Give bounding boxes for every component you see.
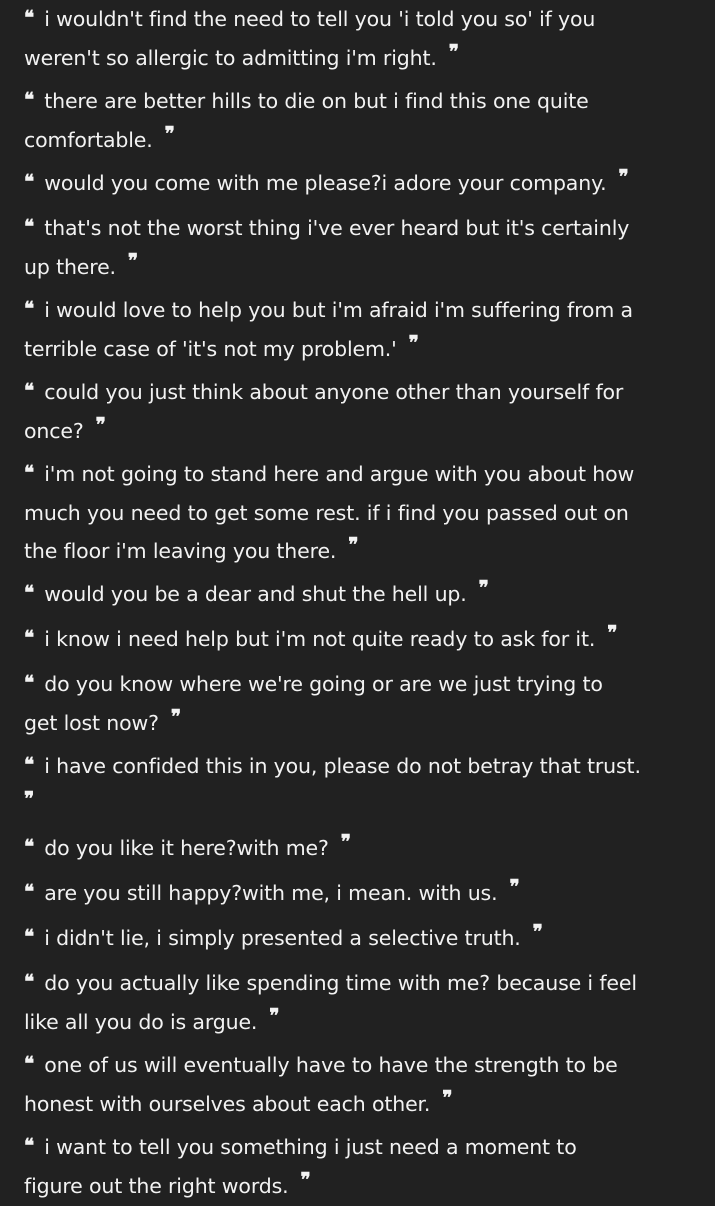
prompt-text: much you need to get some rest. if i find you passed out on — [24, 501, 629, 525]
open-quote-icon: ❝ — [24, 171, 33, 193]
prompt-line — [24, 0, 696, 39]
prompt-line — [24, 412, 696, 451]
prompt-text: i want to tell you something i just need a moment to — [44, 1135, 577, 1159]
open-quote-icon: ❝ — [24, 971, 33, 993]
prompt-line — [24, 121, 696, 160]
open-quote-icon: ❝ — [24, 672, 33, 694]
prompt-item — [24, 665, 696, 743]
open-quote-icon: ❝ — [24, 7, 33, 29]
prompt-item — [24, 874, 696, 913]
close-quote-icon: ❞ — [408, 332, 417, 354]
prompt-line — [24, 964, 696, 1003]
prompt-text: figure out the right words. — [24, 1174, 289, 1198]
prompt-item — [24, 747, 696, 825]
prompt-item — [24, 82, 696, 160]
open-quote-icon: ❝ — [24, 881, 33, 903]
prompt-line — [24, 1128, 696, 1167]
prompt-text: there are better hills to die on but i find this one quite — [44, 89, 589, 113]
prompt-text: would you come with me please?i adore your company. — [44, 171, 607, 195]
close-quote-icon: ❞ — [24, 788, 33, 810]
prompt-line — [24, 82, 696, 121]
prompt-text: i know i need help but i'm not quite ready to ask for it. — [44, 627, 596, 651]
prompt-text: are you still happy?with me, i mean. with us. — [44, 881, 498, 905]
close-quote-icon: ❞ — [170, 706, 180, 728]
close-quote-icon: ❞ — [340, 831, 349, 853]
prompt-line — [24, 829, 696, 868]
prompt-item — [24, 575, 696, 614]
prompt-line — [24, 330, 696, 369]
open-quote-icon: ❝ — [24, 462, 33, 484]
prompt-text: comfortable. — [24, 128, 153, 152]
prompt-text: i wouldn't find the need to tell you 'i told you so' if you — [44, 7, 596, 31]
prompt-text: that's not the worst thing i've ever heard but it's certainly — [44, 216, 630, 240]
prompt-text: get lost now? — [24, 711, 159, 735]
prompt-text: i would love to help you but i'm afraid i'm suffering from a — [44, 298, 633, 322]
prompt-line — [24, 1167, 696, 1206]
prompt-text: do you like it here?with me? — [44, 836, 329, 860]
prompt-line — [24, 1003, 696, 1042]
prompt-line — [24, 164, 696, 203]
prompt-line — [24, 786, 696, 825]
prompt-line — [24, 1046, 696, 1085]
prompt-text: honest with ourselves about each other. — [24, 1092, 431, 1116]
prompt-line — [24, 209, 696, 248]
prompt-text: one of us will eventually have to have the strength to be — [44, 1053, 618, 1077]
close-quote-icon: ❞ — [269, 1005, 278, 1027]
prompt-line — [24, 665, 696, 704]
open-quote-icon: ❝ — [24, 836, 33, 858]
open-quote-icon: ❝ — [24, 216, 33, 238]
prompt-line — [24, 704, 696, 743]
close-quote-icon: ❞ — [607, 622, 616, 644]
prompt-item — [24, 0, 696, 78]
prompt-text: i'm not going to stand here and argue with you about how — [44, 462, 635, 486]
prompt-item — [24, 373, 696, 451]
close-quote-icon: ❞ — [448, 41, 457, 63]
prompt-text: terrible case of 'it's not my problem.' — [24, 337, 397, 361]
open-quote-icon: ❝ — [24, 627, 33, 649]
prompt-text: like all you do is argue. — [24, 1010, 258, 1034]
close-quote-icon: ❞ — [478, 577, 487, 599]
prompt-item — [24, 164, 696, 203]
prompt-line — [24, 373, 696, 412]
close-quote-icon: ❞ — [300, 1169, 309, 1191]
prompt-text: once? — [24, 419, 84, 443]
prompt-line — [24, 620, 696, 659]
prompt-text: would you be a dear and shut the hell up. — [44, 582, 467, 606]
close-quote-icon: ❞ — [532, 921, 541, 943]
prompt-item — [24, 1128, 696, 1206]
prompt-line — [24, 455, 696, 494]
close-quote-icon: ❞ — [95, 414, 104, 436]
prompt-text: i didn't lie, i simply presented a selective truth. — [44, 926, 521, 950]
prompt-line — [24, 575, 696, 614]
open-quote-icon: ❝ — [24, 754, 33, 776]
open-quote-icon: ❝ — [24, 926, 33, 948]
prompt-line — [24, 1085, 696, 1124]
prompt-item — [24, 620, 696, 659]
prompt-line — [24, 747, 696, 786]
open-quote-icon: ❝ — [24, 1053, 33, 1075]
open-quote-icon: ❝ — [24, 89, 33, 111]
open-quote-icon: ❝ — [24, 380, 33, 402]
prompt-line — [24, 291, 696, 330]
prompt-item — [24, 829, 696, 868]
prompt-item — [24, 455, 696, 571]
prompt-item — [24, 919, 696, 958]
close-quote-icon: ❞ — [348, 534, 357, 556]
prompt-line — [24, 919, 696, 958]
open-quote-icon: ❝ — [24, 582, 33, 604]
close-quote-icon: ❞ — [442, 1087, 451, 1109]
prompt-text: the floor i'm leaving you there. — [24, 539, 337, 563]
prompt-line — [24, 39, 696, 78]
close-quote-icon: ❞ — [618, 166, 627, 188]
prompt-text: i have confided this in you, please do not betray that trust. — [44, 754, 641, 778]
open-quote-icon: ❝ — [24, 298, 33, 320]
prompt-line — [24, 532, 696, 571]
close-quote-icon: ❞ — [509, 876, 518, 898]
prompt-item — [24, 964, 696, 1042]
close-quote-icon: ❞ — [127, 250, 137, 272]
prompt-item — [24, 209, 696, 287]
prompt-line — [24, 494, 696, 532]
prompt-item — [24, 291, 696, 369]
prompt-line — [24, 248, 696, 287]
prompt-text: could you just think about anyone other than yourself for — [44, 380, 624, 404]
prompt-text: do you know where we're going or are we just trying to — [44, 672, 603, 696]
open-quote-icon: ❝ — [24, 1135, 33, 1157]
close-quote-icon: ❞ — [164, 123, 173, 145]
prompt-item — [24, 1046, 696, 1124]
prompt-text: weren't so allergic to admitting i'm right. — [24, 46, 437, 70]
prompt-text: up there. — [24, 255, 116, 279]
prompt-text: do you actually like spending time with me? because i feel — [44, 971, 637, 995]
prompt-line — [24, 874, 696, 913]
